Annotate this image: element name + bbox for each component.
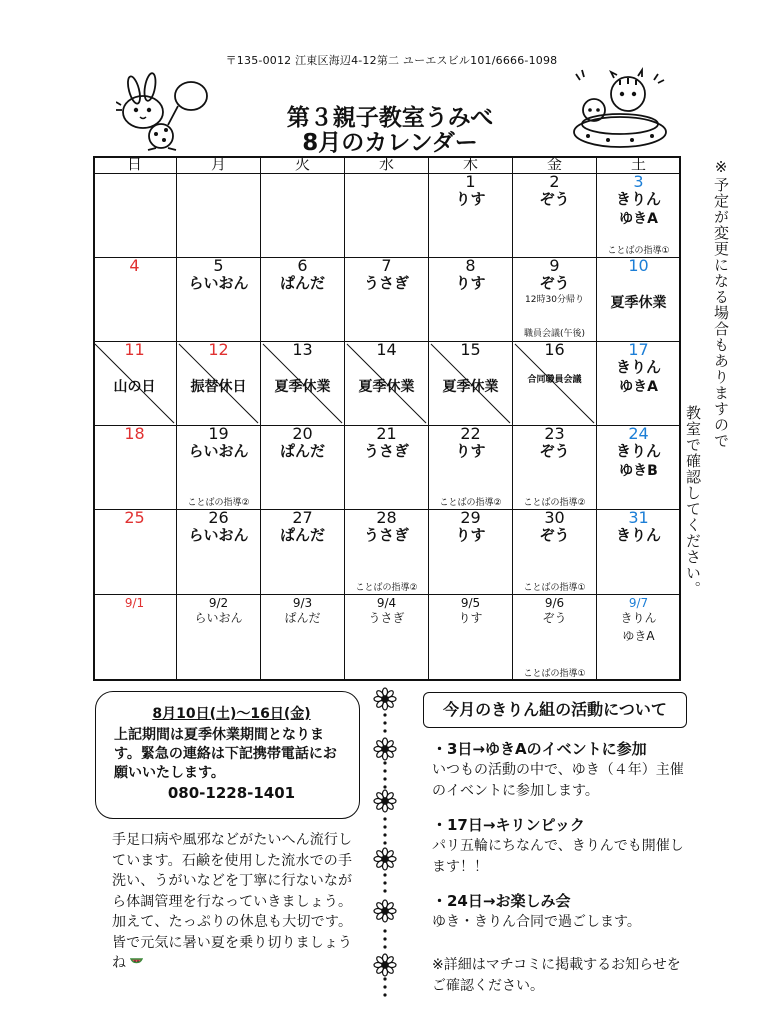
class-name: ぞう xyxy=(539,274,570,292)
activity-item xyxy=(432,814,688,878)
day-number: 9/5 xyxy=(460,596,481,610)
flower-icon xyxy=(374,954,396,976)
class-name: らいおん xyxy=(188,274,249,292)
calendar-day-cell xyxy=(429,174,513,258)
calendar-day-cell xyxy=(513,174,597,258)
class-name: うさぎ xyxy=(363,442,409,460)
calendar-day-cell xyxy=(597,510,681,595)
calendar-day-cell xyxy=(429,595,513,681)
calendar-day-cell xyxy=(513,426,597,510)
early-dismissal-note: 12時30分帰り xyxy=(525,295,584,305)
calendar-day-cell xyxy=(177,342,261,426)
day-number: 4 xyxy=(129,258,140,275)
class-name: りす xyxy=(455,274,486,292)
weekday-header: 日 xyxy=(93,156,177,174)
august-calendar xyxy=(93,156,681,681)
class-name: ぞう xyxy=(539,190,570,208)
calendar-day-cell xyxy=(93,174,177,258)
health-text: 手足口病や風邪などがたいへん流行しています。石鹸を使用した流水での手洗い、うがいなどを丁寧に行ないながら体調管理を行なっていきましょう。加えて、たっぷりの休息も大切です。皆で元気に暑い夏を乗り切りましょうね xyxy=(112,832,352,971)
class-name: りす xyxy=(455,190,486,208)
calendar-day-cell xyxy=(345,510,429,595)
kirin-section-title: 今月のきりん組の活動について xyxy=(423,692,687,728)
schedule-change-note: ※予定が変更になる場合もありますので xyxy=(712,158,730,449)
class-name-secondary: ゆきB xyxy=(619,463,658,479)
day-event: 夏季休業 xyxy=(610,295,667,311)
calendar-day-cell xyxy=(177,258,261,342)
class-name: きりん xyxy=(620,611,657,625)
day-number: 9/4 xyxy=(376,596,397,610)
calendar-day-cell xyxy=(429,426,513,510)
day-event: 振替休日 xyxy=(190,379,247,395)
page-title: 第３親子教室うみべ xyxy=(286,105,494,131)
day-number: 7 xyxy=(381,258,392,275)
calendar-day-cell xyxy=(261,510,345,595)
calendar-day-cell xyxy=(597,426,681,510)
day-number: 9/3 xyxy=(292,596,313,610)
day-number: 20 xyxy=(292,426,313,443)
class-name: きりん xyxy=(615,526,661,544)
activity-item xyxy=(432,890,688,933)
speech-guidance-note: ことばの指導② xyxy=(523,498,586,508)
calendar-day-cell xyxy=(93,595,177,681)
notice-body: 上記期間は夏季休業期間となります。緊急の連絡は下記携帯電話にお願いいたします。 xyxy=(114,727,337,781)
calendar-day-cell xyxy=(429,510,513,595)
class-name: らいおん xyxy=(188,526,249,544)
calendar-day-cell xyxy=(261,174,345,258)
day-number: 17 xyxy=(628,342,649,359)
speech-guidance-note: ことばの指導① xyxy=(523,669,586,679)
speech-guidance-note: ことばの指導② xyxy=(187,498,250,508)
class-name: ぱんだ xyxy=(279,274,325,292)
calendar-day-cell xyxy=(597,342,681,426)
calendar-day-cell xyxy=(513,510,597,595)
class-name: らいおん xyxy=(194,611,243,625)
day-number: 19 xyxy=(208,426,229,443)
calendar-day-cell xyxy=(93,510,177,595)
flower-divider xyxy=(370,683,400,1003)
day-number: 9/1 xyxy=(124,596,145,610)
day-number: 23 xyxy=(544,426,565,443)
class-name: きりん xyxy=(615,442,661,460)
confirm-note: 教室で確認してください。 xyxy=(684,405,702,597)
class-name: きりん xyxy=(615,358,661,376)
tiger-mascot-illustration xyxy=(568,66,672,152)
calendar-day-cell xyxy=(597,595,681,681)
health-message xyxy=(112,830,352,974)
calendar-day-cell xyxy=(93,426,177,510)
flower-icon xyxy=(374,900,396,922)
calendar-title: 8月のカレンダー xyxy=(302,130,478,156)
calendar-day-cell xyxy=(261,342,345,426)
day-number: 3 xyxy=(633,174,644,191)
day-number: 9 xyxy=(549,258,560,275)
class-name: うさぎ xyxy=(363,274,409,292)
calendar-day-cell xyxy=(597,258,681,342)
rabbit-mascot-illustration xyxy=(116,70,216,152)
day-number: 8 xyxy=(465,258,476,275)
class-name-secondary: ゆきA xyxy=(622,629,655,643)
speech-guidance-note: ことばの指導② xyxy=(439,498,502,508)
class-name: うさぎ xyxy=(368,611,405,625)
day-number: 26 xyxy=(208,510,229,527)
calendar-day-cell xyxy=(261,595,345,681)
day-number: 5 xyxy=(213,258,224,275)
emergency-phone: 080-1228-1401 xyxy=(167,784,296,802)
day-number: 28 xyxy=(376,510,397,527)
class-name: きりん xyxy=(615,190,661,208)
calendar-day-cell xyxy=(177,426,261,510)
calendar-day-cell xyxy=(93,342,177,426)
calendar-day-cell xyxy=(177,174,261,258)
calendar-day-cell xyxy=(513,258,597,342)
day-number: 24 xyxy=(628,426,649,443)
activity-heading: ・17日→キリンピック xyxy=(432,816,585,834)
calendar-day-cell xyxy=(93,258,177,342)
calendar-day-cell xyxy=(345,258,429,342)
details-footer: ※詳細はマチコミに掲載するお知らせをご確認ください。 xyxy=(432,957,681,994)
calendar-day-cell xyxy=(345,342,429,426)
calendar-day-cell xyxy=(513,595,597,681)
day-number: 9/2 xyxy=(208,596,229,610)
calendar-day-cell xyxy=(597,174,681,258)
class-name: うさぎ xyxy=(363,526,409,544)
day-number: 14 xyxy=(376,342,397,359)
day-number: 21 xyxy=(376,426,397,443)
day-number: 30 xyxy=(544,510,565,527)
day-number: 22 xyxy=(460,426,481,443)
calendar-day-cell xyxy=(513,342,597,426)
weekday-header: 金 xyxy=(513,156,597,174)
staff-meeting-note: 職員会議(午後) xyxy=(523,329,586,339)
class-name: ぞう xyxy=(542,611,567,625)
calendar-day-cell xyxy=(177,595,261,681)
day-number: 12 xyxy=(208,342,229,359)
calendar-day-cell xyxy=(345,426,429,510)
notice-title: 8月10日(土)～16日(金) xyxy=(152,706,311,722)
weekday-header: 月 xyxy=(177,156,261,174)
activity-text: ゆき・きりん合同で過ごします。 xyxy=(432,914,641,930)
class-name: りす xyxy=(458,611,483,625)
activity-heading: ・3日→ゆきAのイベントに参加 xyxy=(432,740,647,758)
activity-heading: ・24日→お楽しみ会 xyxy=(432,892,571,910)
class-name-secondary: ゆきA xyxy=(619,379,658,395)
day-number: 31 xyxy=(628,510,649,527)
activity-text: パリ五輪にちなんで、きりんでも開催します！！ xyxy=(432,838,684,875)
flower-icon xyxy=(374,848,396,870)
day-event: 合同職員会議 xyxy=(527,375,582,385)
class-name: ぞう xyxy=(539,526,570,544)
summer-closure-notice xyxy=(95,691,360,819)
activity-text: いつもの活動の中で、ゆき（４年）主催のイベントに参加します。 xyxy=(432,762,684,799)
calendar-day-cell xyxy=(345,174,429,258)
day-number: 29 xyxy=(460,510,481,527)
activity-item xyxy=(432,738,688,802)
weekday-header: 木 xyxy=(429,156,513,174)
weekday-header: 土 xyxy=(597,156,681,174)
calendar-day-cell xyxy=(345,595,429,681)
calendar-day-cell xyxy=(429,258,513,342)
day-number: 10 xyxy=(628,258,649,275)
calendar-day-cell xyxy=(261,258,345,342)
class-name-secondary: ゆきA xyxy=(619,211,658,227)
day-event: 夏季休業 xyxy=(442,379,499,395)
day-number: 11 xyxy=(124,342,145,359)
class-name: らいおん xyxy=(188,442,249,460)
calendar-day-cell xyxy=(177,510,261,595)
day-number: 15 xyxy=(460,342,481,359)
class-name: ぱんだ xyxy=(279,442,325,460)
flower-icon xyxy=(374,688,396,710)
weekday-header: 火 xyxy=(261,156,345,174)
day-number: 9/6 xyxy=(544,596,565,610)
day-number: 6 xyxy=(297,258,308,275)
flower-icon xyxy=(374,790,396,812)
day-event: 夏季休業 xyxy=(274,379,331,395)
class-name: ぞう xyxy=(539,442,570,460)
flower-icon xyxy=(374,738,396,760)
day-number: 1 xyxy=(465,174,476,191)
day-event: 山の日 xyxy=(113,379,156,395)
class-name: りす xyxy=(455,526,486,544)
calendar-day-cell xyxy=(261,426,345,510)
speech-guidance-note: ことばの指導② xyxy=(355,583,418,593)
class-name: ぱんだ xyxy=(279,526,325,544)
day-number: 13 xyxy=(292,342,313,359)
weekday-header: 水 xyxy=(345,156,429,174)
class-name: ぱんだ xyxy=(284,611,321,625)
day-number: 9/7 xyxy=(628,596,649,610)
day-number: 16 xyxy=(544,342,565,359)
class-name: りす xyxy=(455,442,486,460)
speech-guidance-note: ことばの指導① xyxy=(607,246,670,256)
speech-guidance-note: ことばの指導① xyxy=(523,583,586,593)
day-number: 18 xyxy=(124,426,145,443)
day-number: 25 xyxy=(124,510,145,527)
address-line: 〒135-0012 江東区海辺4-12第二 ユーエスビル101/6666-1098 xyxy=(225,54,558,67)
calendar-day-cell xyxy=(429,342,513,426)
watermelon-icon xyxy=(130,957,143,968)
day-number: 27 xyxy=(292,510,313,527)
day-number: 2 xyxy=(549,174,560,191)
day-event: 夏季休業 xyxy=(358,379,415,395)
